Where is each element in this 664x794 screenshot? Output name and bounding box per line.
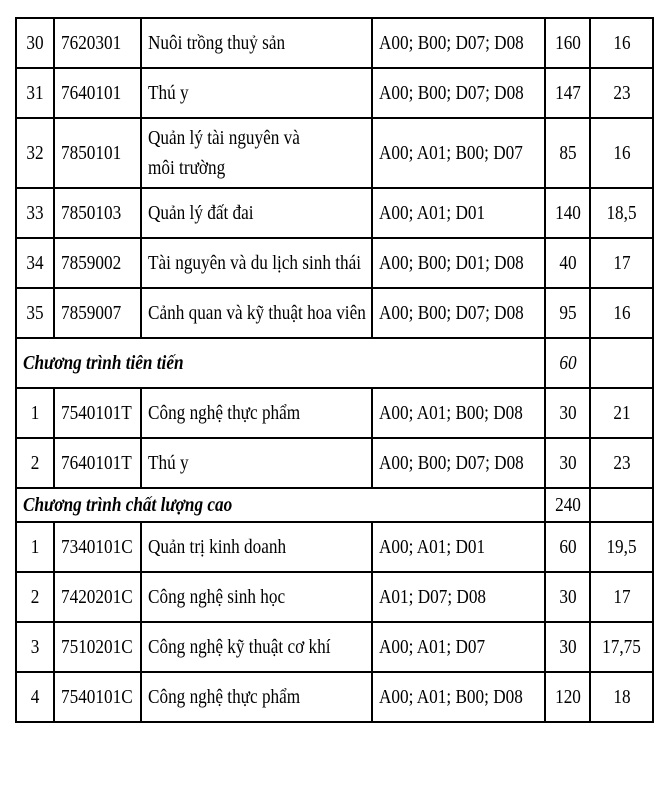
row-quota: 95 [545,288,590,338]
row-combo: A00; A01; D07 [372,622,545,672]
row-stt: 35 [16,288,54,338]
row-stt: 1 [16,388,54,438]
row-combo: A00; A01; D01 [372,188,545,238]
section-empty-cell [590,338,653,388]
row-score: 17,75 [590,622,653,672]
row-quota: 30 [545,388,590,438]
row-code: 7640101T [54,438,141,488]
table-row [16,18,653,68]
row-code: 7510201C [54,622,141,672]
row-combo: A00; B00; D07; D08 [372,68,545,118]
row-name: Thú y [141,438,372,488]
row-code: 7420201C [54,572,141,622]
table-row [16,68,653,118]
table-row [16,438,653,488]
row-combo: A00; A01; B00; D08 [372,672,545,722]
row-stt: 2 [16,438,54,488]
row-stt: 31 [16,68,54,118]
table-row [16,288,653,338]
row-name: Nuôi trồng thuỷ sản [141,18,372,68]
row-combo: A00; A01; B00; D07 [372,118,545,188]
section-empty-cell [590,488,653,522]
table-row [16,622,653,672]
row-code: 7640101 [54,68,141,118]
admission-table [15,17,654,723]
section-title: Chương trình chất lượng cao [16,488,545,522]
section-row-high-quality-program [16,488,653,522]
row-quota: 147 [545,68,590,118]
row-score: 21 [590,388,653,438]
row-name: Thú y [141,68,372,118]
row-name: Công nghệ sinh học [141,572,372,622]
row-score: 17 [590,238,653,288]
row-code: 7850101 [54,118,141,188]
row-stt: 33 [16,188,54,238]
row-name: Quản lý đất đai [141,188,372,238]
row-code: 7850103 [54,188,141,238]
admission-table-container [15,17,652,723]
table-row [16,188,653,238]
table-row [16,118,653,188]
section-title: Chương trình tiên tiến [16,338,545,388]
row-code: 7540101C [54,672,141,722]
row-name: Công nghệ kỹ thuật cơ khí [141,622,372,672]
row-score: 17 [590,572,653,622]
row-code: 7859007 [54,288,141,338]
table-row [16,522,653,572]
row-name: Công nghệ thực phẩm [141,672,372,722]
section-quota: 240 [545,488,590,522]
row-name: Quản trị kinh doanh [141,522,372,572]
row-score: 16 [590,18,653,68]
row-code: 7620301 [54,18,141,68]
row-stt: 2 [16,572,54,622]
row-name: Cảnh quan và kỹ thuật hoa viên [141,288,372,338]
table-row [16,238,653,288]
row-combo: A00; A01; B00; D08 [372,388,545,438]
row-name: Quản lý tài nguyên và môi trường [141,118,372,188]
row-name: Tài nguyên và du lịch sinh thái [141,238,372,288]
row-quota: 30 [545,622,590,672]
row-quota: 140 [545,188,590,238]
table-row [16,572,653,622]
row-name: Công nghệ thực phẩm [141,388,372,438]
row-combo: A00; B00; D07; D08 [372,288,545,338]
row-score: 19,5 [590,522,653,572]
row-stt: 4 [16,672,54,722]
row-code: 7340101C [54,522,141,572]
row-quota: 160 [545,18,590,68]
row-stt: 34 [16,238,54,288]
row-combo: A01; D07; D08 [372,572,545,622]
row-score: 23 [590,68,653,118]
row-stt: 32 [16,118,54,188]
row-code: 7859002 [54,238,141,288]
section-row-advanced-program [16,338,653,388]
row-stt: 1 [16,522,54,572]
row-score: 18 [590,672,653,722]
row-combo: A00; B00; D07; D08 [372,438,545,488]
row-combo: A00; B00; D01; D08 [372,238,545,288]
row-combo: A00; A01; D01 [372,522,545,572]
row-quota: 40 [545,238,590,288]
row-quota: 85 [545,118,590,188]
row-stt: 3 [16,622,54,672]
row-score: 16 [590,118,653,188]
row-quota: 30 [545,572,590,622]
row-quota: 120 [545,672,590,722]
row-code: 7540101T [54,388,141,438]
row-score: 23 [590,438,653,488]
row-score: 18,5 [590,188,653,238]
row-quota: 60 [545,522,590,572]
table-row [16,388,653,438]
row-score: 16 [590,288,653,338]
section-quota: 60 [545,338,590,388]
row-combo: A00; B00; D07; D08 [372,18,545,68]
row-stt: 30 [16,18,54,68]
row-quota: 30 [545,438,590,488]
table-row [16,672,653,722]
